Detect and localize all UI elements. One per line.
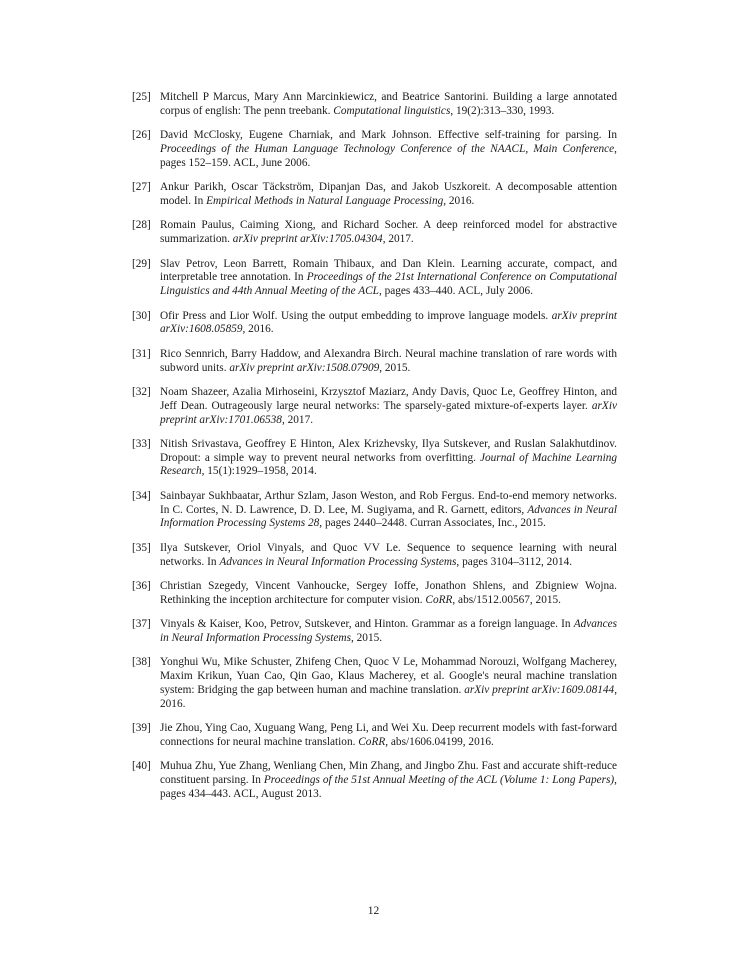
reference-venue: Advances in Neural Information Processing Systems — [219, 555, 457, 568]
reference-text: Ofir Press and Lior Wolf. Using the output embedding to improve language models. — [160, 309, 552, 322]
reference-number: [32] — [132, 385, 151, 398]
reference-text: Nitish Srivastava, Geoffrey E Hinton, Alex Krizhevsky, Ilya Sutskever, and Ruslan Salakhutdinov. Dropout: a simple way to prevent neural networks from overfitting. — [160, 437, 617, 464]
reference-text: Jie Zhou, Ying Cao, Xuguang Wang, Peng Li, and Wei Xu. Deep recurrent models with fast-forward connections for neural machine translation. — [160, 722, 617, 748]
reference-entry — [132, 656, 617, 711]
reference-entry — [132, 258, 617, 299]
reference-venue: arXiv preprint arXiv:1608.05859 — [160, 309, 617, 336]
reference-text: , 2017. — [382, 233, 414, 246]
reference-text: Muhua Zhu, Yue Zhang, Wenliang Chen, Min Zhang, and Jingbo Zhu. Fast and accurate shift-reduce constituent parsing. In — [160, 760, 617, 787]
reference-entry — [132, 181, 617, 209]
reference-number: [30] — [132, 309, 151, 322]
reference-venue: CoRR — [425, 593, 453, 606]
reference-text: , pages 152–159. ACL, June 2006. — [160, 142, 617, 169]
reference-text: , pages 433–440. ACL, July 2006. — [378, 285, 534, 298]
reference-entry — [132, 438, 617, 479]
reference-venue: Proceedings of the Human Language Technology Conference of the NAACL, Main Conference — [160, 142, 615, 155]
reference-number: [34] — [132, 489, 151, 502]
reference-entry — [132, 310, 617, 338]
reference-text: , pages 2440–2448. Curran Associates, Inc., 2015. — [319, 517, 546, 530]
reference-entry — [132, 760, 617, 801]
reference-text: , 2017. — [281, 413, 314, 426]
reference-text: , 15(1):1929–1958, 2014. — [201, 465, 317, 478]
reference-venue: arXiv preprint arXiv:1705.04304 — [232, 233, 383, 246]
reference-number: [28] — [132, 219, 151, 232]
reference-venue: arXiv preprint arXiv:1701.06538 — [160, 399, 617, 426]
reference-number: [31] — [132, 347, 151, 360]
reference-entry — [132, 91, 617, 119]
reference-list — [132, 91, 617, 812]
reference-text: , 2016. — [242, 323, 274, 336]
reference-number: [35] — [132, 541, 151, 554]
reference-venue: CoRR — [358, 736, 386, 748]
reference-text: , 2016. — [443, 194, 475, 207]
reference-venue: Journal of Machine Learning Research — [160, 451, 617, 478]
reference-venue: Proceedings of the 21st International Conference on Computational Linguistics and 44th Annual Meeting of the ACL — [160, 271, 617, 298]
reference-text: Ankur Parikh, Oscar Täckström, Dipanjan Das, and Jakob Uszkoreit. A decomposable attention model. In — [160, 181, 617, 207]
reference-entry — [132, 129, 617, 170]
reference-text: , abs/1512.00567, 2015. — [452, 593, 561, 606]
reference-venue: Empirical Methods in Natural Language Processing — [206, 194, 444, 207]
reference-number: [37] — [132, 618, 151, 631]
reference-text: Rico Sennrich, Barry Haddow, and Alexandra Birch. Neural machine translation of rare words with subword units. — [160, 347, 617, 374]
reference-venue: Advances in Neural Information Processing Systems — [160, 618, 617, 645]
reference-text: Sainbayar Sukhbaatar, Arthur Szlam, Jason Weston, and Rob Fergus. End-to-end memory networks. In C. Cortes, N. D. Lawrence, D. D. Lee, M. Sugiyama, and R. Garnett, editors, — [160, 489, 617, 516]
reference-entry — [132, 580, 617, 608]
reference-text: Noam Shazeer, Azalia Mirhoseini, Krzysztof Maziarz, Andy Davis, Quoc Le, Geoffrey Hinton, and Jeff Dean. Outrageously large neural networks: The sparsely-gated mixture-of-experts layer. — [160, 385, 617, 412]
reference-venue: arXiv preprint arXiv:1508.07909 — [229, 361, 380, 374]
reference-text: David McClosky, Eugene Charniak, and Mark Johnson. Effective self-training for parsing. In — [160, 129, 617, 142]
reference-text: Yonghui Wu, Mike Schuster, Zhifeng Chen, Quoc V Le, Mohammad Norouzi, Wolfgang Macherey, Maxim Krikun, Yuan Cao, Qin Gao, Klaus Macherey, et al. Google's neural machine translation system: Bridging the gap between human and machine translation. — [160, 656, 617, 697]
reference-entry — [132, 490, 617, 531]
reference-venue: arXiv preprint arXiv:1609.08144 — [464, 684, 615, 697]
reference-text: , abs/1606.04199, 2016. — [385, 736, 494, 748]
reference-text: Slav Petrov, Leon Barrett, Romain Thibaux, and Dan Klein. Learning accurate, compact, and interpretable tree annotation. In — [160, 257, 617, 284]
reference-venue: Advances in Neural Information Processing Systems 28 — [160, 503, 617, 530]
reference-number: [39] — [132, 722, 151, 735]
reference-entry — [132, 722, 617, 750]
reference-text: Mitchell P Marcus, Mary Ann Marcinkiewicz, and Beatrice Santorini. Building a large annotated corpus of english: The penn treebank. — [160, 91, 617, 117]
reference-text: Ilya Sutskever, Oriol Vinyals, and Quoc VV Le. Sequence to sequence learning with neural networks. In — [160, 541, 617, 568]
reference-text: , 19(2):313–330, 1993. — [450, 104, 555, 117]
reference-number: [33] — [132, 437, 151, 450]
reference-venue: Proceedings of the 51st Annual Meeting of the ACL (Volume 1: Long Papers) — [263, 774, 615, 787]
reference-text: , pages 3104–3112, 2014. — [456, 555, 573, 568]
reference-number: [25] — [132, 91, 151, 103]
reference-entry — [132, 386, 617, 427]
page-number: 12 — [367, 905, 380, 917]
reference-text: , 2016. — [160, 684, 618, 710]
reference-venue: Computational linguistics — [333, 104, 451, 117]
reference-number: [36] — [132, 580, 151, 593]
reference-text: Christian Szegedy, Vincent Vanhoucke, Sergey Ioffe, Jonathon Shlens, and Zbigniew Wojna. Rethinking the inception architecture for computer vision. — [160, 580, 617, 606]
reference-entry — [132, 348, 617, 376]
reference-text: , 2015. — [351, 632, 383, 645]
reference-number: [27] — [132, 181, 151, 194]
reference-text: , pages 434–443. ACL, August 2013. — [160, 774, 617, 800]
reference-text: Romain Paulus, Caiming Xiong, and Richard Socher. A deep reinforced model for abstractive summarization. — [160, 219, 617, 246]
reference-number: [26] — [132, 129, 151, 142]
reference-text: , 2015. — [379, 361, 411, 374]
reference-entry — [132, 618, 617, 646]
reference-number: [40] — [132, 760, 151, 773]
reference-number: [29] — [132, 257, 151, 270]
reference-number: [38] — [132, 656, 151, 669]
reference-entry — [132, 219, 617, 247]
reference-entry — [132, 542, 617, 570]
reference-text: Vinyals & Kaiser, Koo, Petrov, Sutskever, and Hinton. Grammar as a foreign language. In — [160, 618, 574, 631]
